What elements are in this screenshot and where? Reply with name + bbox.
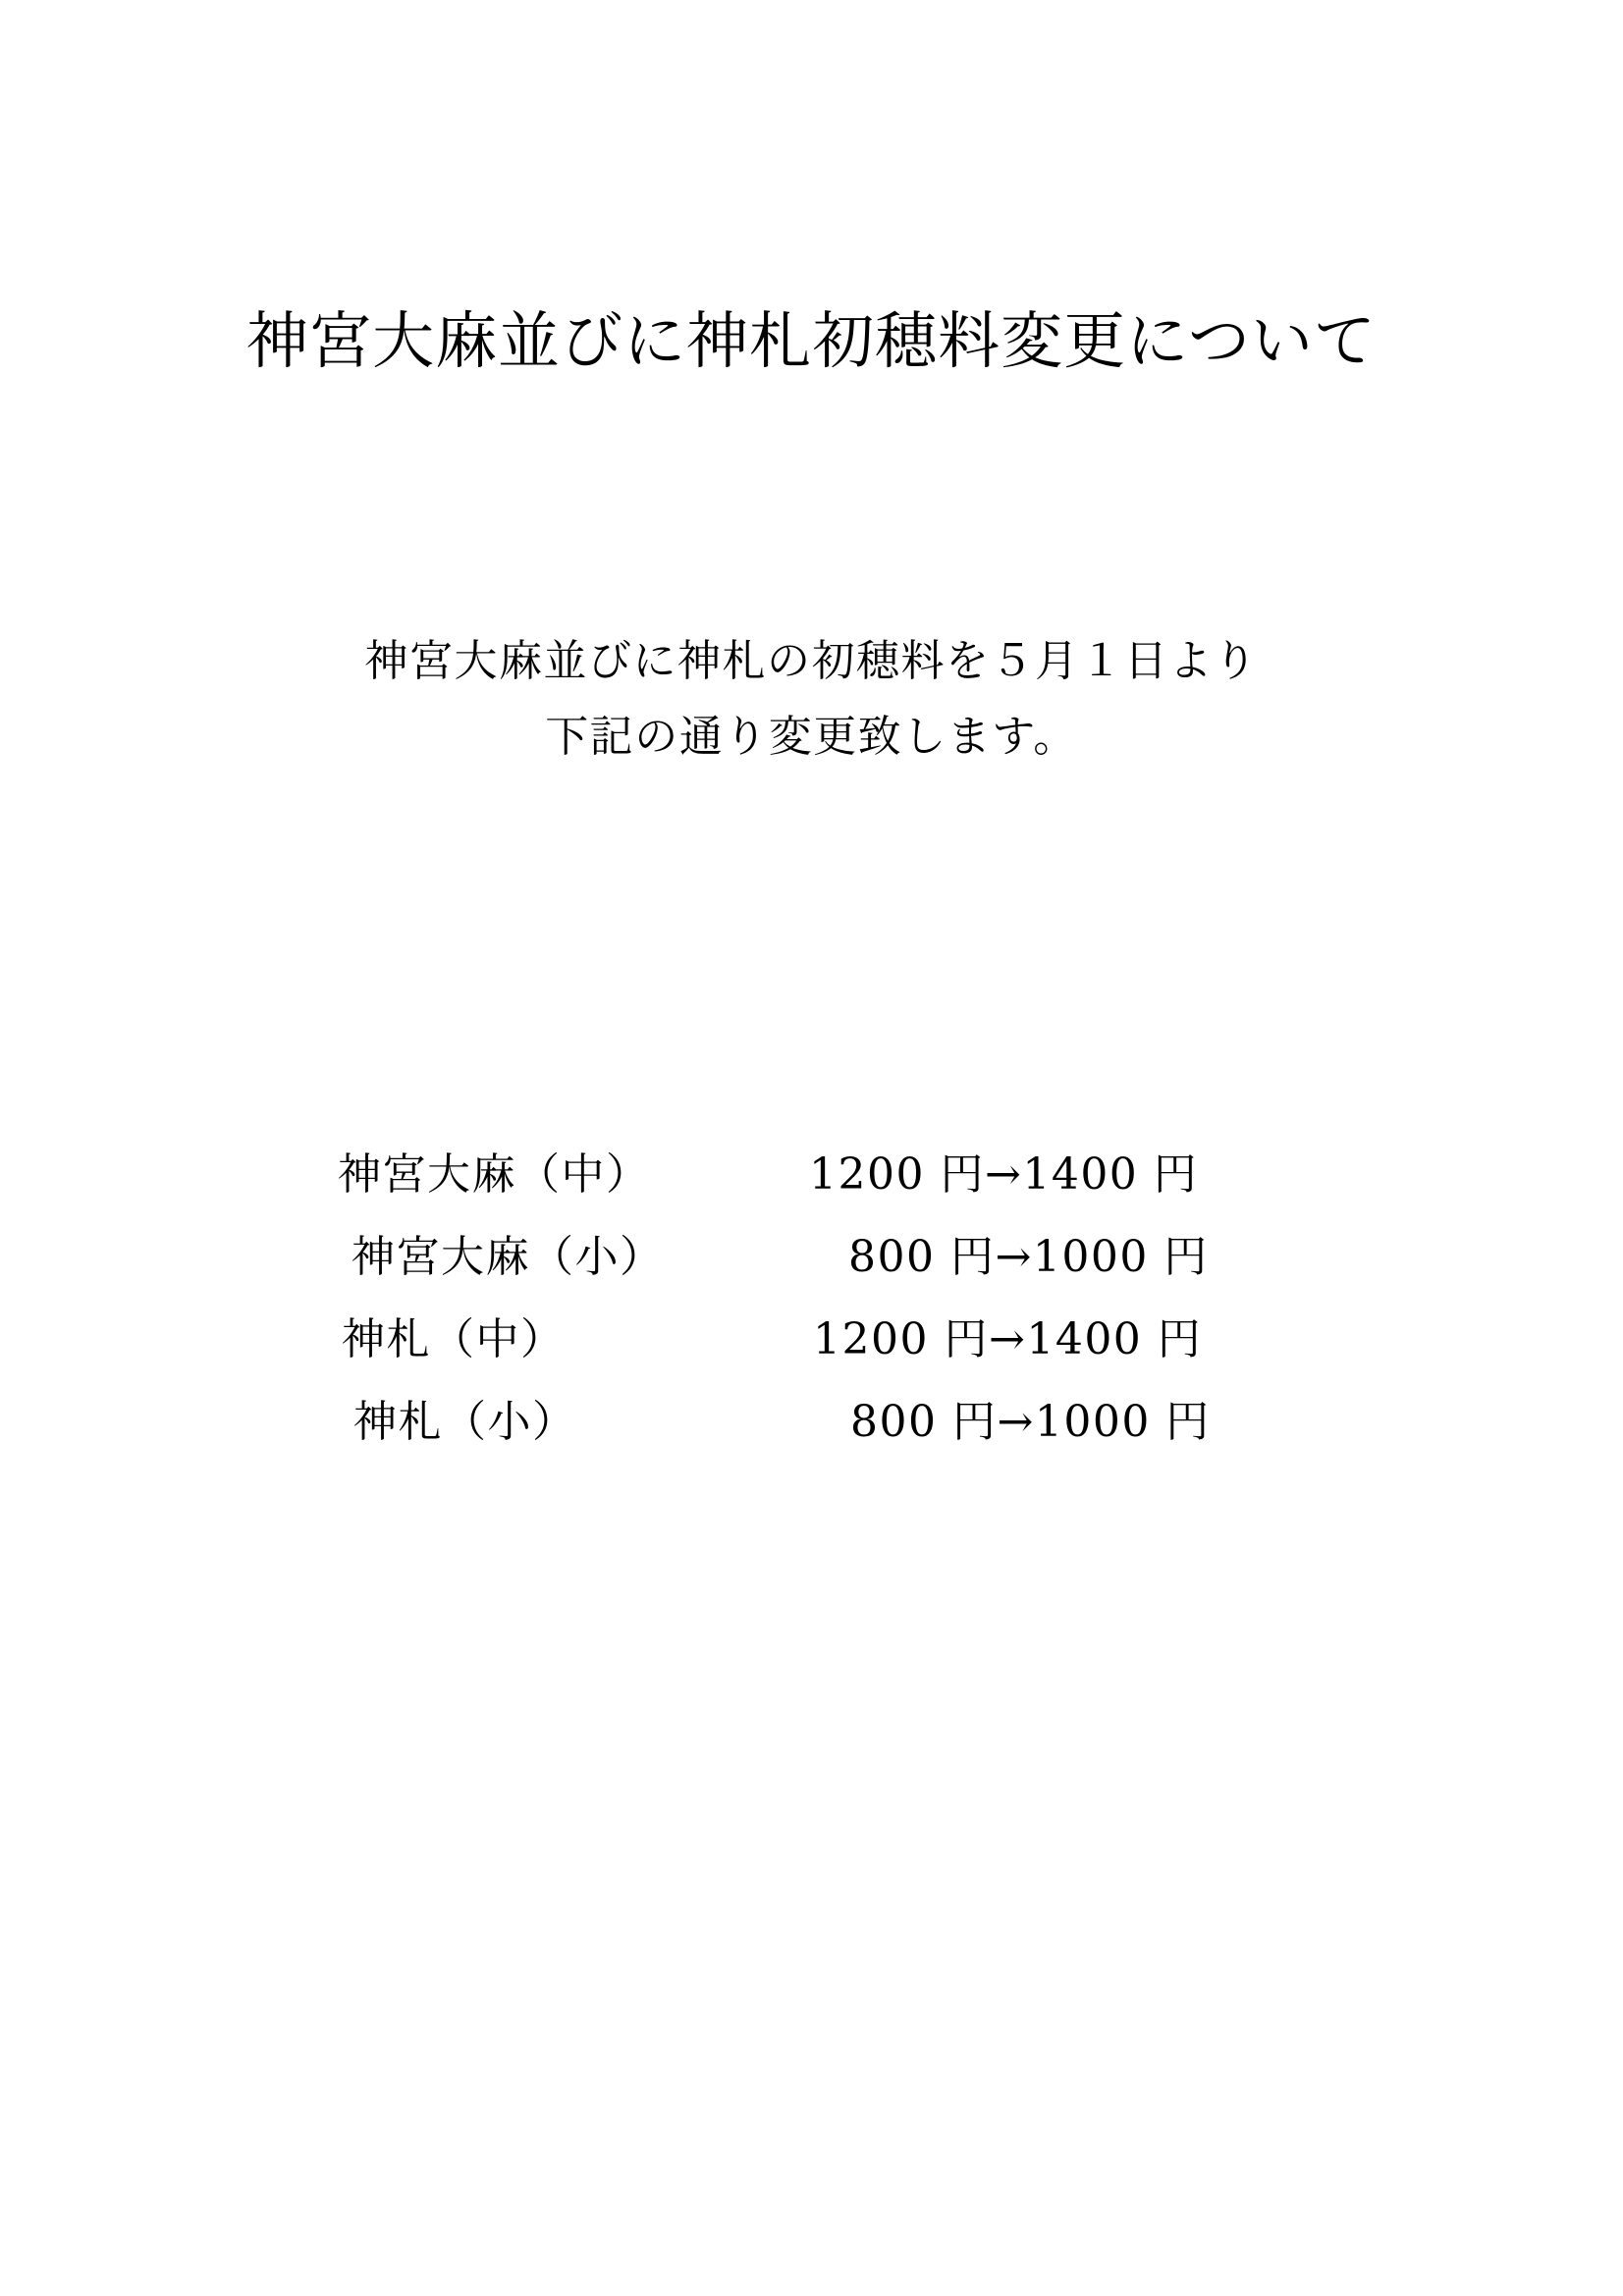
intro-line-2: 下記の通り変更致します。 — [545, 712, 1078, 762]
price-item-amount: 800 円→1000 円 — [850, 1397, 1211, 1447]
list-item — [324, 1232, 1306, 1318]
price-item-amount: 1200 円→1400 円 — [813, 1314, 1203, 1364]
price-item-amount: 800 円→1000 円 — [848, 1232, 1209, 1282]
intro-paragraph — [0, 623, 1623, 774]
page-title: 神宮大麻並びに神札初穂料変更について — [246, 305, 1377, 378]
price-item-label: 神札（中） — [342, 1314, 566, 1364]
price-item-amount: 1200 円→1400 円 — [809, 1149, 1199, 1200]
price-item-label: 神宮大麻（中） — [338, 1149, 651, 1200]
intro-line-1: 神宮大麻並びに神札の初穂料を５月１日より — [364, 636, 1259, 686]
list-item — [324, 1314, 1306, 1401]
price-change-list — [324, 1149, 1306, 1483]
price-item-label: 神札（小） — [353, 1397, 577, 1447]
list-item — [324, 1149, 1306, 1236]
price-item-label: 神宮大麻（小） — [352, 1232, 665, 1282]
list-item — [324, 1397, 1306, 1483]
